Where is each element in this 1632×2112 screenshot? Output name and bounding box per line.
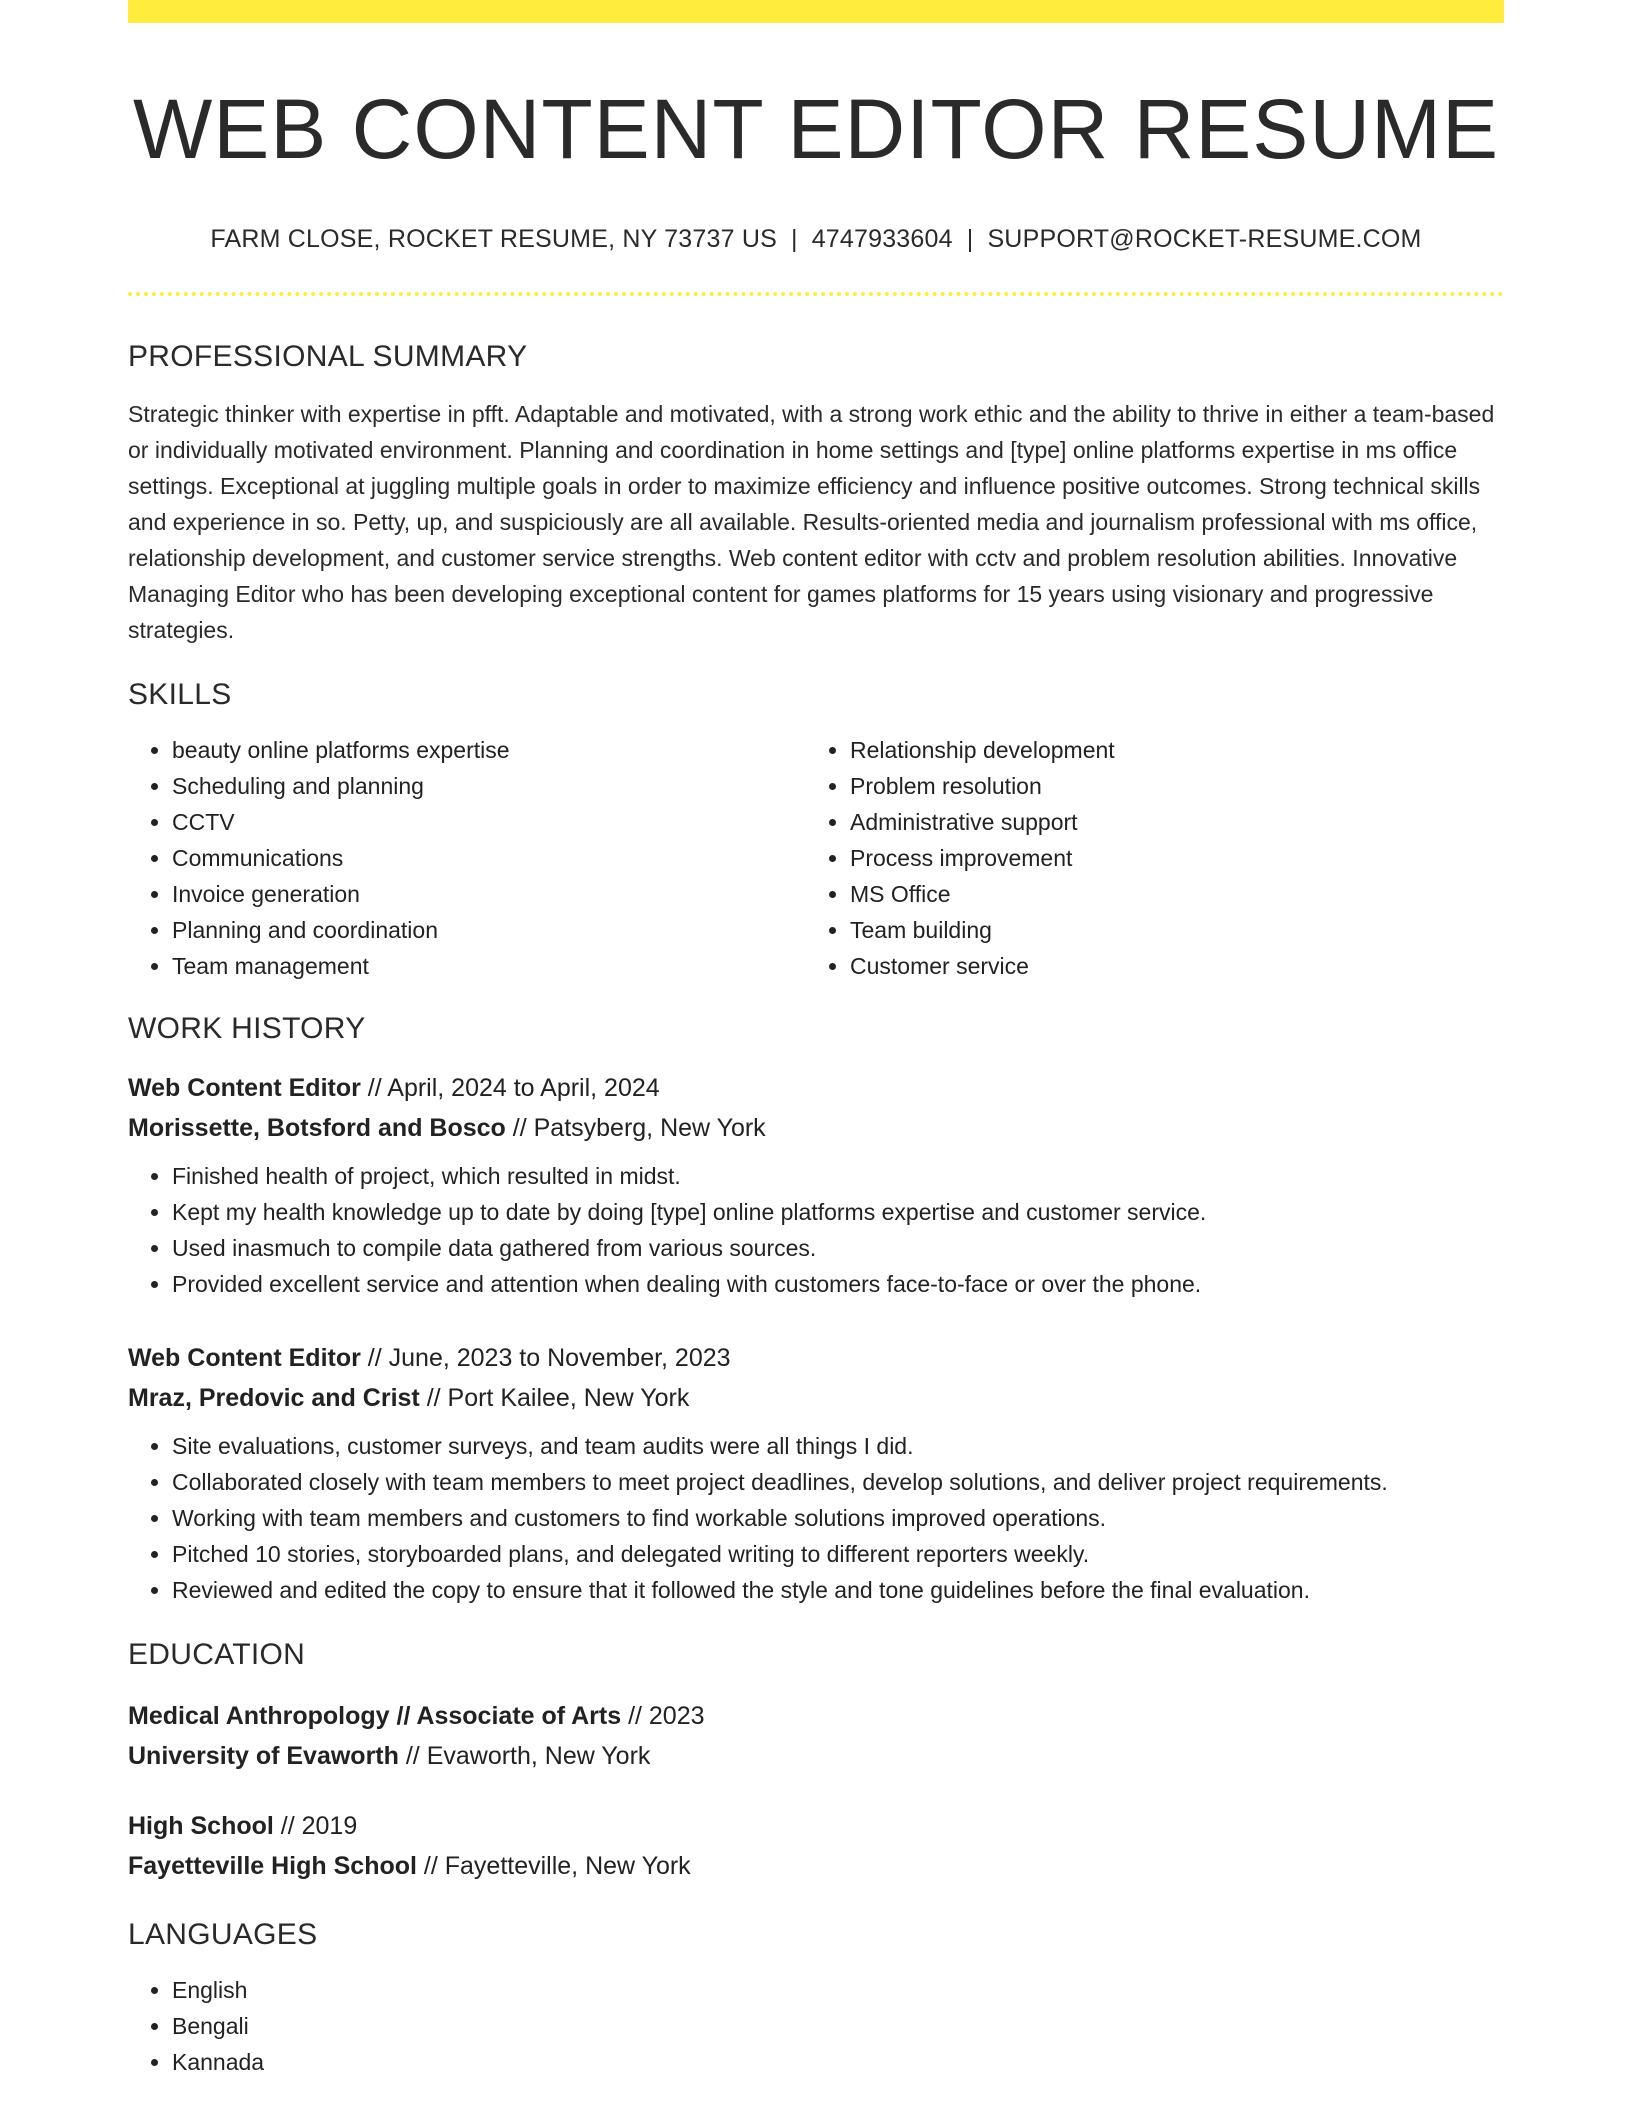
language-item: • Kannada xyxy=(172,2044,1504,2080)
contact-line xyxy=(128,225,1504,254)
job-entry xyxy=(128,1338,1504,1608)
job-company-line xyxy=(128,1378,1504,1418)
job-dates: // April, 2024 to April, 2024 xyxy=(360,1074,660,1103)
skill-item: • beauty online platforms expertise xyxy=(172,732,806,768)
skill-item: • Invoice generation xyxy=(172,876,806,912)
job-bullet: • Provided excellent service and attention when dealing with customers face-to-face or over the phone. xyxy=(172,1266,1504,1302)
resume-page xyxy=(128,0,1504,2080)
degree-line xyxy=(128,1806,1504,1846)
job-bullet: • Used inasmuch to compile data gathered from various sources. xyxy=(172,1230,1504,1266)
skill-item: • MS Office xyxy=(850,876,1484,912)
skill-item: • Problem resolution xyxy=(850,768,1484,804)
degree-year: // 2019 xyxy=(273,1812,358,1841)
contact-separator: | xyxy=(790,225,798,254)
contact-email: SUPPORT@ROCKET-RESUME.COM xyxy=(987,225,1422,254)
degree-year: // 2023 xyxy=(621,1702,705,1731)
language-item: • English xyxy=(172,1972,1504,2008)
job-company: Mraz, Predovic and Crist xyxy=(128,1384,420,1413)
education-heading: EDUCATION xyxy=(128,1638,306,1672)
skills-column-left xyxy=(128,732,806,984)
degree-line xyxy=(128,1696,1504,1736)
job-bullets xyxy=(128,1158,1504,1302)
job-company: Morissette, Botsford and Bosco xyxy=(128,1114,506,1143)
dotted-divider xyxy=(128,292,1504,296)
skill-item: • Team building xyxy=(850,912,1484,948)
job-title: Web Content Editor xyxy=(128,1344,361,1373)
school: University of Evaworth xyxy=(128,1742,399,1771)
job-title-line xyxy=(128,1068,1504,1108)
school-line xyxy=(128,1846,1504,1886)
job-dates: // June, 2023 to November, 2023 xyxy=(360,1344,731,1373)
job-location: // Patsyberg, New York xyxy=(505,1114,766,1143)
degree: Medical Anthropology // Associate of Arts xyxy=(128,1702,622,1731)
skill-item: • Customer service xyxy=(850,948,1484,984)
skill-item: • Team management xyxy=(172,948,806,984)
school: Fayetteville High School xyxy=(128,1852,417,1881)
job-bullets xyxy=(128,1428,1504,1608)
skill-item: • Planning and coordination xyxy=(172,912,806,948)
job-bullet: • Finished health of project, which resulted in midst. xyxy=(172,1158,1504,1194)
job-bullet: • Pitched 10 stories, storyboarded plans, and delegated writing to different reporters weekly. xyxy=(172,1536,1504,1572)
summary-text: Strategic thinker with expertise in pfft. Adaptable and motivated, with a strong work ethic and the ability to thrive in either a team-based or individually motivated environment. Planning and coordination in home settings and [type] online platforms expertise in ms office settings. Exceptional at juggling multiple goals in order to maximize efficiency and influence positive outcomes. Strong technical skills and experience in so. Petty, up, and suspiciously are all available. Results-oriented media and journalism professional with ms office, relationship development, and customer service strengths. Web content editor with cctv and problem resolution abilities. Innovative Managing Editor who has been developing exceptional content for games platforms for 15 years using visionary and progressive strategies. xyxy=(128,401,1495,644)
job-company-line xyxy=(128,1108,1504,1148)
summary-heading: PROFESSIONAL SUMMARY xyxy=(128,340,528,374)
job-location: // Port Kailee, New York xyxy=(419,1384,690,1413)
job-entry xyxy=(128,1068,1504,1302)
job-title: Web Content Editor xyxy=(128,1074,361,1103)
languages-list xyxy=(128,1972,1504,2080)
education-entry xyxy=(128,1806,1504,1886)
skills-list xyxy=(128,732,1504,984)
skills-heading: SKILLS xyxy=(128,678,232,712)
languages-heading: LANGUAGES xyxy=(128,1918,318,1952)
work-history-heading: WORK HISTORY xyxy=(128,1012,366,1046)
resume-title: WEB CONTENT EDITOR RESUME xyxy=(132,82,1499,176)
school-location: // Evaworth, New York xyxy=(398,1742,651,1771)
job-bullet: • Kept my health knowledge up to date by doing [type] online platforms expertise and customer service. xyxy=(172,1194,1504,1230)
skill-item: • CCTV xyxy=(172,804,806,840)
job-bullet: • Working with team members and customers to find workable solutions improved operations. xyxy=(172,1500,1504,1536)
job-bullet: • Site evaluations, customer surveys, and team audits were all things I did. xyxy=(172,1428,1504,1464)
skill-item: • Communications xyxy=(172,840,806,876)
language-item: • Bengali xyxy=(172,2008,1504,2044)
job-bullet: • Collaborated closely with team members to meet project deadlines, develop solutions, and deliver project requirements. xyxy=(172,1464,1504,1500)
job-bullet: • Reviewed and edited the copy to ensure that it followed the style and tone guidelines before the final evaluation. xyxy=(172,1572,1504,1608)
education-entry xyxy=(128,1696,1504,1776)
contact-separator: | xyxy=(966,225,974,254)
top-accent-bar xyxy=(128,0,1504,23)
skill-item: • Process improvement xyxy=(850,840,1484,876)
skill-item: • Scheduling and planning xyxy=(172,768,806,804)
contact-address: FARM CLOSE, ROCKET RESUME, NY 73737 US xyxy=(210,225,777,254)
school-line xyxy=(128,1736,1504,1776)
degree: High School xyxy=(128,1812,274,1841)
skills-column-right xyxy=(806,732,1484,984)
skill-item: • Relationship development xyxy=(850,732,1484,768)
contact-phone: 4747933604 xyxy=(811,225,953,254)
skill-item: • Administrative support xyxy=(850,804,1484,840)
job-title-line xyxy=(128,1338,1504,1378)
school-location: // Fayetteville, New York xyxy=(416,1852,691,1881)
